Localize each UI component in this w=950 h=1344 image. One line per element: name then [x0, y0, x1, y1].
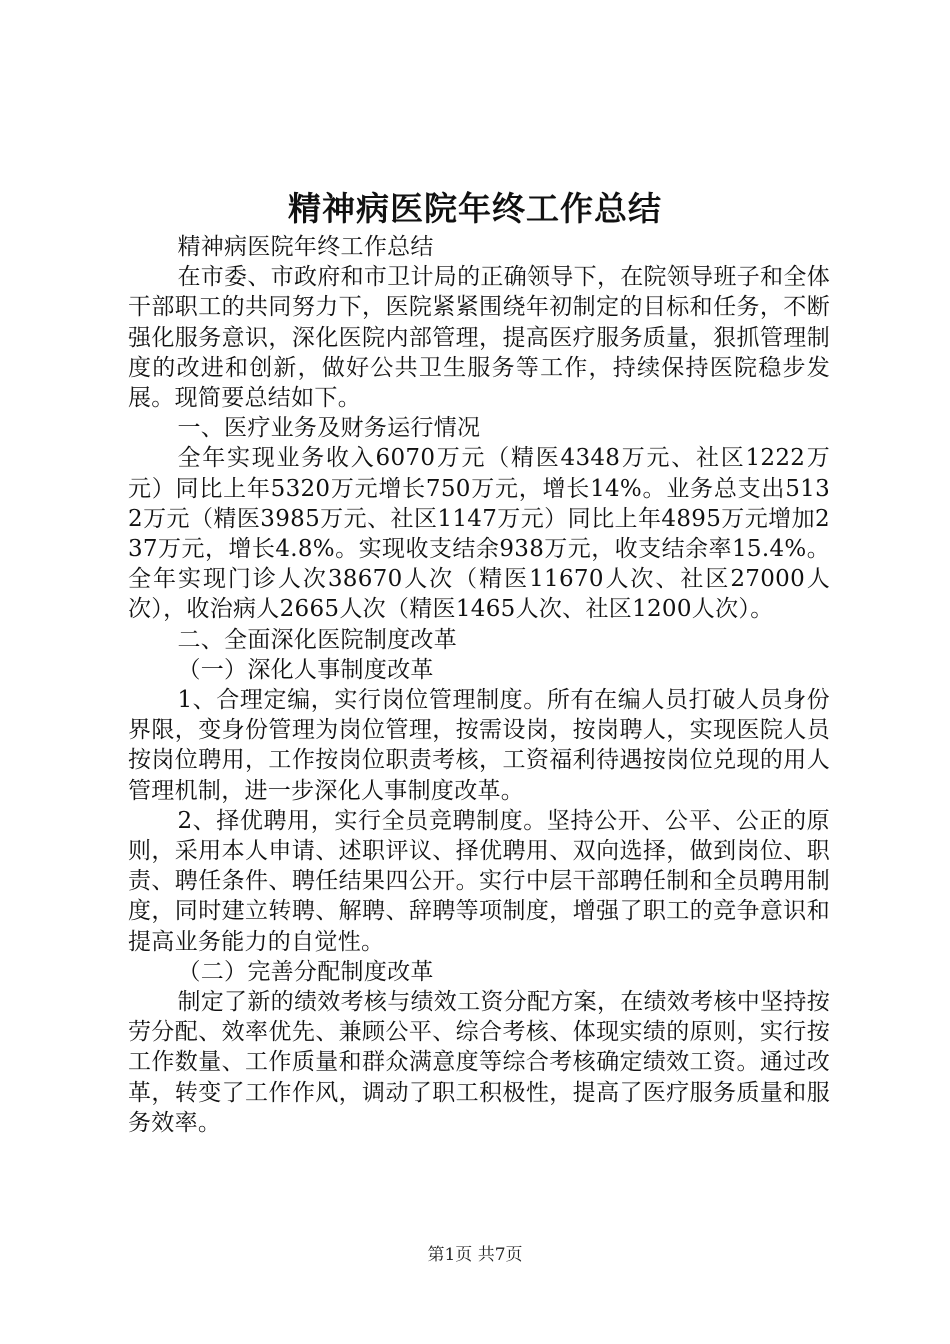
document-title: 精神病医院年终工作总结	[288, 189, 662, 228]
section-heading-2: 二、全面深化医院制度改革	[177, 626, 458, 653]
paragraph-finance: 全年实现业务收入6070万元（精医4348万元、社区1222万元）同比上年5320万元增长750万元，增长14%。业务总支出5132万元（精医3985万元、社区1147万元）同比上年4895万元增加237万元，增长4.8%。实现收支结余938万元，收支结余率15.4%。全年实现门诊人次38670人次（精医11670人次、社区27000人次），收治病人2665人次（精医1465人次、社区1200人次）。	[128, 445, 830, 623]
section-heading-1: 一、医疗业务及财务运行情况	[177, 415, 481, 442]
paragraph-heading-repeat: 精神病医院年终工作总结	[177, 234, 434, 260]
paragraph-distribution: 制定了新的绩效考核与绩效工资分配方案，在绩效考核中坚持按劳分配、效率优先、兼顾公平、综合考核、体现实绩的原则，实行按工作数量、工作质量和群众满意度等综合考核确定绩效工资。通过改革，转变了工作作风，调动了职工积极性，提高了医疗服务质量和服务效率。	[128, 989, 830, 1136]
subsection-heading-2: （二）完善分配制度改革	[177, 958, 434, 985]
subsection-heading-1: （一）深化人事制度改革	[177, 656, 434, 683]
document-body	[128, 232, 830, 1138]
paragraph-staffing: 1、合理定编，实行岗位管理制度。所有在编人员打破人员身份界限，变身份管理为岗位管理，按需设岗，按岗聘人，实现医院人员按岗位聘用，工作按岗位职责考核，工资福利待遇按岗位兑现的用人管理机制，进一步深化人事制度改革。	[128, 687, 830, 804]
paragraph-intro: 在市委、市政府和市卫计局的正确领导下，在院领导班子和全体干部职工的共同努力下，医院紧紧围绕年初制定的目标和任务，不断强化服务意识，深化医院内部管理，提高医疗服务质量，狠抓管理制度的改进和创新，做好公共卫生服务等工作，持续保持医院稳步发展。现简要总结如下。	[128, 264, 830, 412]
page-number-footer: 第1页 共7页	[427, 1245, 523, 1265]
paragraph-recruitment: 2、择优聘用，实行全员竞聘制度。坚持公开、公平、公正的原则，采用本人申请、述职评议、择优聘用、双向选择，做到岗位、职责、聘任条件、聘任结果四公开。实行中层干部聘任制和全员聘用制度，同时建立转聘、解聘、辞聘等项制度，增强了职工的竞争意识和提高业务能力的自觉性。	[128, 807, 830, 955]
